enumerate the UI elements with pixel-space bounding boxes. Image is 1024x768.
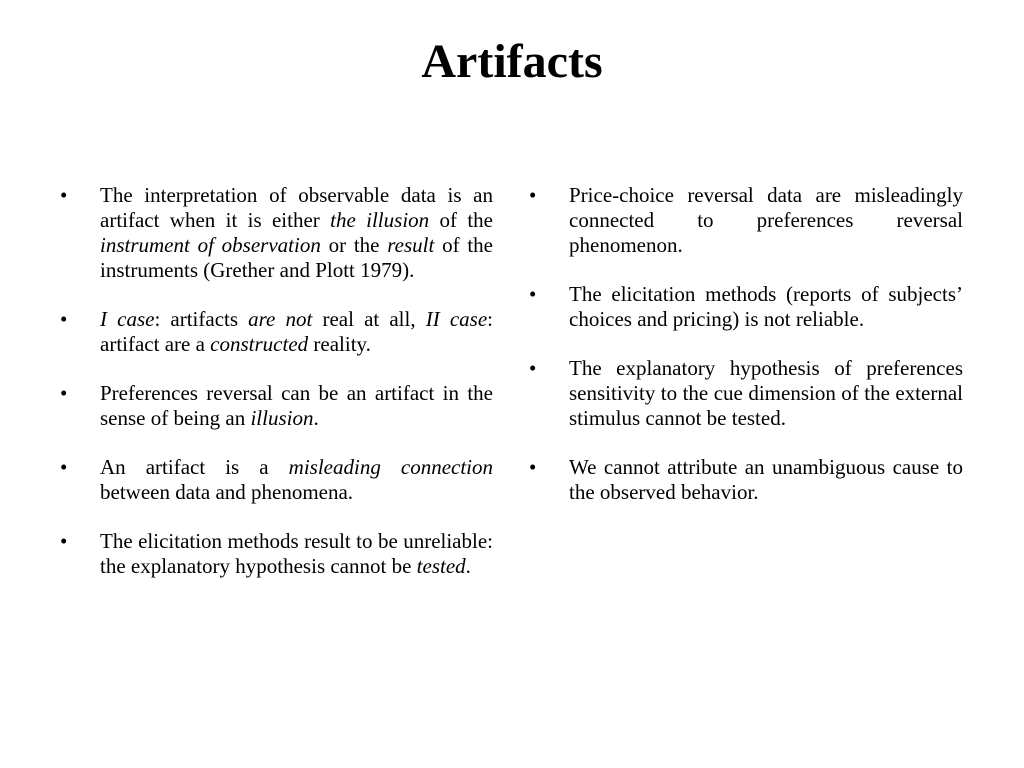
text-phrase: Price-choice reversal data are misleadingly connected to preferences reversal phenomenon. (569, 183, 963, 257)
bullet-item (529, 183, 963, 258)
bullet-text (100, 381, 493, 431)
bullet-dot-icon: • (529, 356, 537, 380)
text-phrase: The elicitation methods result to be unreliable: the explanatory hypothesis cannot be (100, 529, 493, 578)
bullet-text (100, 455, 493, 505)
bullet-text (569, 455, 963, 505)
italic-phrase: the illusion (330, 208, 430, 232)
bullet-text (100, 183, 493, 283)
italic-phrase: illusion (250, 406, 314, 430)
bullet-dot-icon: • (529, 282, 537, 306)
bullet-item (60, 455, 493, 505)
italic-phrase: result (387, 233, 435, 257)
bullet-item (60, 381, 493, 431)
italic-phrase: misleading connection (288, 455, 493, 479)
text-phrase: The interpretation of observable data is an artifact when it is either (100, 183, 493, 232)
bullet-item (529, 455, 963, 505)
text-phrase: The elicitation methods (reports of subjects’ choices and pricing) is not reliable. (569, 282, 963, 331)
text-phrase: or the (320, 233, 388, 257)
bullet-dot-icon: • (60, 529, 68, 553)
bullet-text (569, 183, 963, 258)
bullet-dot-icon: • (529, 183, 537, 207)
bullet-text (569, 356, 963, 431)
text-phrase: . (313, 406, 319, 430)
bullet-item (60, 529, 493, 579)
slide-title: Artifacts (421, 35, 603, 88)
italic-phrase: I case (100, 307, 155, 331)
text-phrase: Preferences reversal can be an artifact in the sense of being an (100, 381, 493, 430)
italic-phrase: tested (416, 554, 466, 578)
text-phrase: of the instruments (Grether and Plott 1979). (100, 233, 493, 282)
bullet-item (529, 282, 963, 332)
left-column (60, 183, 493, 603)
text-phrase: of the (429, 208, 493, 232)
italic-phrase: II case (425, 307, 488, 331)
text-phrase: The explanatory hypothesis of preferences sensitivity to the cue dimension of the external stimulus cannot be tested. (569, 356, 963, 430)
bullet-dot-icon: • (60, 455, 68, 479)
bullet-dot-icon: • (60, 183, 68, 207)
bullet-item (60, 183, 493, 283)
italic-phrase: instrument of observation (100, 233, 321, 257)
bullet-item (60, 307, 493, 357)
bullet-text (100, 307, 493, 357)
bullet-text (569, 282, 963, 332)
text-phrase: An artifact is a (100, 455, 289, 479)
text-phrase: : artifact are a (100, 307, 493, 356)
bullet-item (529, 356, 963, 431)
text-phrase: . (465, 554, 471, 578)
right-column (529, 183, 963, 529)
text-phrase: We cannot attribute an unambiguous cause to the observed behavior. (569, 455, 963, 504)
italic-phrase: are not (248, 307, 313, 331)
text-phrase: : artifacts (154, 307, 249, 331)
italic-phrase: constructed (210, 332, 309, 356)
bullet-dot-icon: • (60, 307, 68, 331)
bullet-text (100, 529, 493, 579)
text-phrase: reality. (308, 332, 371, 356)
bullet-dot-icon: • (60, 381, 68, 405)
bullet-dot-icon: • (529, 455, 537, 479)
text-phrase: real at all, (312, 307, 426, 331)
text-phrase: between data and phenomena. (100, 480, 354, 504)
